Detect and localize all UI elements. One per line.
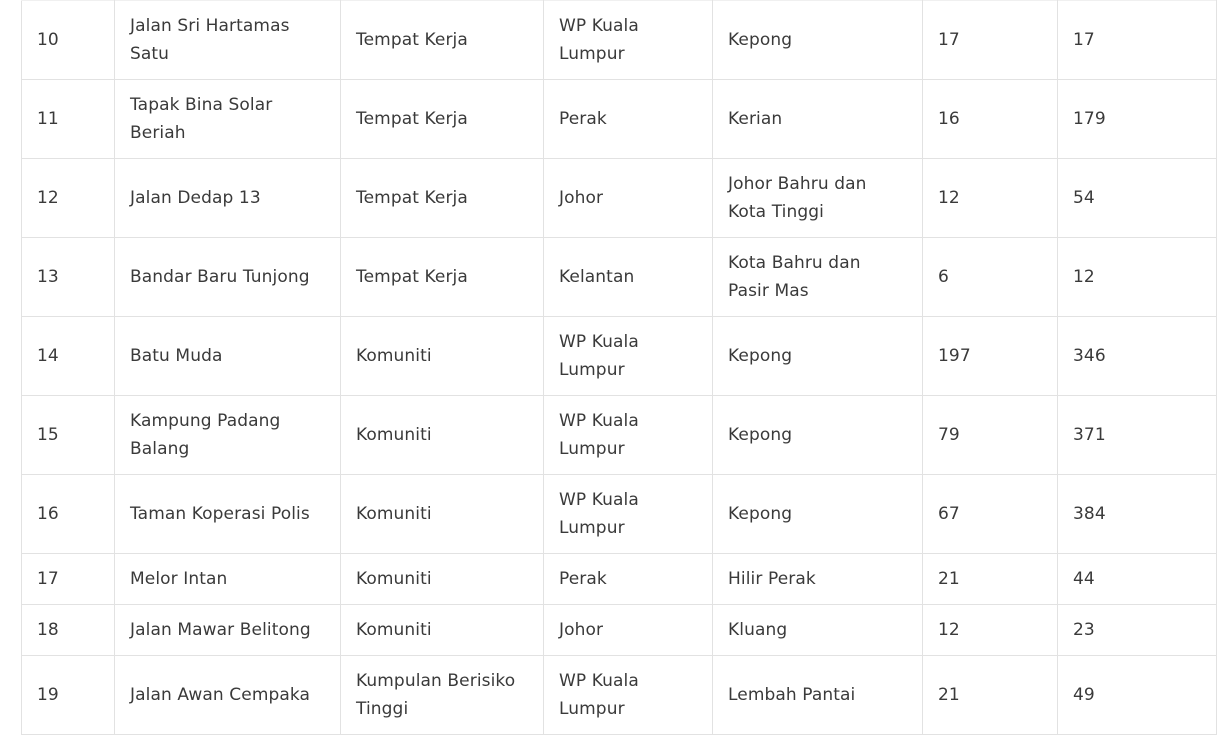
- cell-daerah: Kepong: [713, 475, 923, 554]
- cell-lokasi: Jalan Mawar Belitong: [115, 605, 341, 656]
- cell-daerah: Kerian: [713, 80, 923, 159]
- cell-kes-baru: 16: [923, 80, 1058, 159]
- cell-no: 15: [22, 396, 115, 475]
- cell-kes-baru: 21: [923, 656, 1058, 735]
- cell-lokasi: Taman Koperasi Polis: [115, 475, 341, 554]
- cell-negeri: Johor: [544, 159, 713, 238]
- cell-kumulatif: 54: [1058, 159, 1217, 238]
- cell-kumulatif: 12: [1058, 238, 1217, 317]
- cell-no: 14: [22, 317, 115, 396]
- cell-daerah: Kluang: [713, 605, 923, 656]
- cell-negeri: Perak: [544, 554, 713, 605]
- cell-kes-baru: 67: [923, 475, 1058, 554]
- cell-kes-baru: 12: [923, 605, 1058, 656]
- cell-lokasi: Tapak Bina Solar Beriah: [115, 80, 341, 159]
- cell-negeri: WP Kuala Lumpur: [544, 1, 713, 80]
- cell-kumulatif: 17: [1058, 1, 1217, 80]
- cell-lokasi: Jalan Awan Cempaka: [115, 656, 341, 735]
- cell-kes-baru: 197: [923, 317, 1058, 396]
- cell-kes-baru: 21: [923, 554, 1058, 605]
- table-row: [22, 605, 1217, 656]
- cell-kategori: Tempat Kerja: [341, 80, 544, 159]
- table-row: [22, 396, 1217, 475]
- table-row: [22, 317, 1217, 396]
- cell-lokasi: Melor Intan: [115, 554, 341, 605]
- cell-kategori: Komuniti: [341, 475, 544, 554]
- cell-negeri: WP Kuala Lumpur: [544, 317, 713, 396]
- cell-kes-baru: 6: [923, 238, 1058, 317]
- cell-negeri: WP Kuala Lumpur: [544, 396, 713, 475]
- cell-kes-baru: 12: [923, 159, 1058, 238]
- cell-kumulatif: 23: [1058, 605, 1217, 656]
- cell-daerah: Johor Bahru dan Kota Tinggi: [713, 159, 923, 238]
- cell-daerah: Kota Bahru dan Pasir Mas: [713, 238, 923, 317]
- cell-negeri: Johor: [544, 605, 713, 656]
- cell-kumulatif: 346: [1058, 317, 1217, 396]
- cell-kategori: Komuniti: [341, 317, 544, 396]
- cell-kumulatif: 179: [1058, 80, 1217, 159]
- cell-daerah: Kepong: [713, 396, 923, 475]
- table-row: [22, 1, 1217, 80]
- cell-lokasi: Jalan Sri Hartamas Satu: [115, 1, 341, 80]
- cell-kumulatif: 384: [1058, 475, 1217, 554]
- table-row: [22, 554, 1217, 605]
- cell-daerah: Hilir Perak: [713, 554, 923, 605]
- cell-no: 12: [22, 159, 115, 238]
- cell-lokasi: Jalan Dedap 13: [115, 159, 341, 238]
- cell-kes-baru: 17: [923, 1, 1058, 80]
- cell-kategori: Komuniti: [341, 605, 544, 656]
- cell-negeri: Kelantan: [544, 238, 713, 317]
- cell-kategori: Komuniti: [341, 396, 544, 475]
- table-row: [22, 656, 1217, 735]
- cell-kategori: Kumpulan Berisiko Tinggi: [341, 656, 544, 735]
- cell-kategori: Komuniti: [341, 554, 544, 605]
- table-row: [22, 80, 1217, 159]
- cell-no: 13: [22, 238, 115, 317]
- cell-kategori: Tempat Kerja: [341, 238, 544, 317]
- cell-kumulatif: 44: [1058, 554, 1217, 605]
- cell-no: 11: [22, 80, 115, 159]
- cell-no: 18: [22, 605, 115, 656]
- cell-negeri: Perak: [544, 80, 713, 159]
- cell-negeri: WP Kuala Lumpur: [544, 656, 713, 735]
- table-row: [22, 159, 1217, 238]
- table-row: [22, 238, 1217, 317]
- cell-lokasi: Batu Muda: [115, 317, 341, 396]
- cell-negeri: WP Kuala Lumpur: [544, 475, 713, 554]
- cell-lokasi: Bandar Baru Tunjong: [115, 238, 341, 317]
- cell-kategori: Tempat Kerja: [341, 159, 544, 238]
- cell-daerah: Lembah Pantai: [713, 656, 923, 735]
- cell-no: 16: [22, 475, 115, 554]
- cell-kumulatif: 371: [1058, 396, 1217, 475]
- cell-kes-baru: 79: [923, 396, 1058, 475]
- cell-no: 19: [22, 656, 115, 735]
- cell-kategori: Tempat Kerja: [341, 1, 544, 80]
- cell-kumulatif: 49: [1058, 656, 1217, 735]
- cell-no: 17: [22, 554, 115, 605]
- cell-daerah: Kepong: [713, 317, 923, 396]
- table-row: [22, 475, 1217, 554]
- cell-daerah: Kepong: [713, 1, 923, 80]
- cell-lokasi: Kampung Padang Balang: [115, 396, 341, 475]
- cell-no: 10: [22, 1, 115, 80]
- cluster-table: [21, 0, 1217, 735]
